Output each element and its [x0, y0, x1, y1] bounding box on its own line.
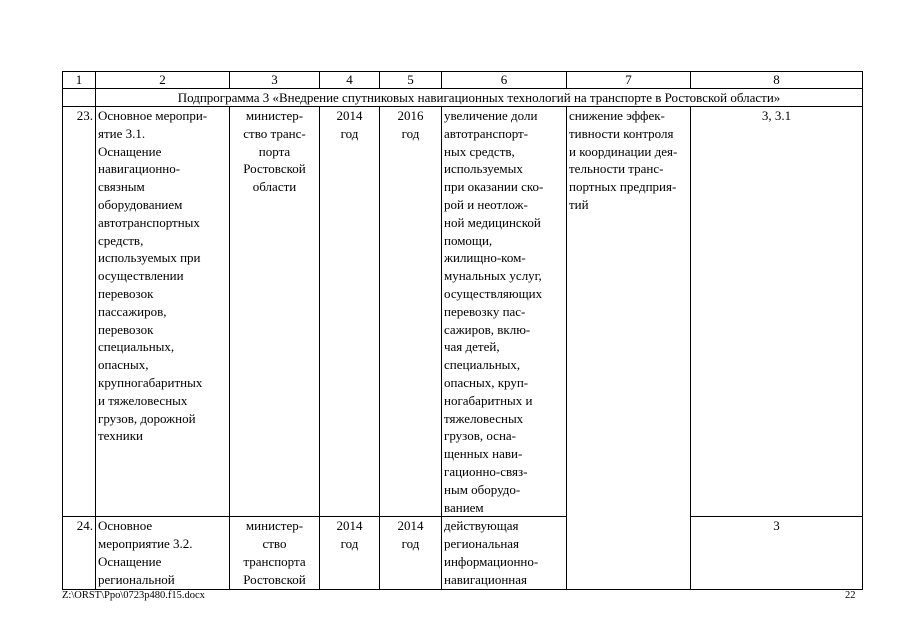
event-line: оборудованием: [98, 196, 183, 212]
result-line: щенных нави-: [444, 446, 523, 462]
result-line: сажиров, вклю-: [444, 321, 531, 337]
event-line: техники: [98, 428, 143, 444]
end-year-value: 2014: [397, 518, 424, 534]
result-line: рой и неотлож-: [444, 196, 528, 212]
result-line: грузов, осна-: [444, 428, 517, 444]
table-row: [63, 107, 863, 517]
consequence-line: портных предприя-: [569, 179, 677, 195]
result-line: ногабаритных и: [444, 392, 533, 408]
result-line: автотранспорт-: [444, 125, 529, 141]
event-line: специальных,: [98, 339, 175, 355]
table-row: [63, 517, 863, 589]
event-line: осуществлении: [98, 268, 184, 284]
result-line: ных средств,: [444, 143, 515, 159]
event-line: перевозок: [98, 321, 154, 337]
executor-line: министер-: [245, 108, 304, 123]
start-year: [320, 107, 380, 517]
consequence-line: тельности транс-: [569, 161, 664, 177]
executor: [230, 107, 320, 517]
end-year-value: 2016: [397, 108, 424, 123]
measures-table: [62, 71, 863, 590]
result-line: опасных, круп-: [444, 374, 529, 390]
consequence-line: тий: [569, 196, 589, 212]
event-line: ятие 3.1.: [98, 125, 146, 141]
subprogram-title: Подпрограмма 3 «Внедрение спутниковых навигационных технологий на транспорте в Ростовской области»: [96, 89, 863, 107]
event-line: Основное: [98, 518, 153, 534]
event-line: региональной: [98, 571, 175, 587]
result-line: ной медицинской: [444, 214, 541, 230]
subprogram-empty-cell: [63, 89, 96, 107]
result-line: при оказании ско-: [444, 179, 544, 195]
start-year: [320, 517, 380, 589]
executor: [230, 517, 320, 589]
indicator-link: 3, 3.1: [691, 107, 863, 517]
page-number: 22: [845, 590, 856, 601]
event-line: опасных,: [98, 357, 149, 373]
event-line: используемых при: [98, 250, 201, 266]
result-line: действующая: [444, 518, 519, 534]
result-line: жилищно-ком-: [444, 250, 526, 266]
subprogram-row: [63, 89, 863, 107]
result-line: перевозку пас-: [444, 303, 526, 319]
result-line: гационно-связ-: [444, 463, 528, 479]
col-header-1: 1: [63, 72, 96, 89]
executor-line: ство транс-: [243, 125, 306, 141]
result-line: навигационная: [444, 571, 528, 587]
start-year-value: 2014: [336, 108, 363, 123]
result-line: чая детей,: [444, 339, 500, 355]
result-line: ванием: [444, 499, 484, 515]
expected-result: [442, 107, 567, 517]
row-number: 24.: [63, 517, 96, 589]
result-line: специальных,: [444, 357, 521, 373]
result-line: информационно-: [444, 553, 539, 569]
end-year-unit: год: [401, 125, 420, 141]
executor-line: Ростовской: [243, 161, 306, 177]
executor-line: ство: [262, 536, 287, 552]
event-name: [96, 107, 230, 517]
result-line: осуществляющих: [444, 285, 543, 301]
col-header-2: 2: [96, 72, 230, 89]
executor-line: области: [252, 179, 297, 195]
col-header-8: 8: [691, 72, 863, 89]
end-year: [380, 517, 442, 589]
event-line: перевозок: [98, 285, 154, 301]
result-line: увеличение доли: [444, 108, 538, 123]
col-header-6: 6: [442, 72, 567, 89]
event-line: Оснащение: [98, 553, 162, 569]
event-line: Основное меропри-: [98, 108, 208, 123]
col-header-3: 3: [230, 72, 320, 89]
col-header-5: 5: [380, 72, 442, 89]
event-line: грузов, дорожной: [98, 410, 196, 426]
event-line: крупногабаритных: [98, 374, 203, 390]
result-line: мунальных услуг,: [444, 268, 542, 284]
event-name: [96, 517, 230, 589]
executor-line: транспорта: [243, 553, 306, 569]
event-line: навигационно-: [98, 161, 181, 177]
non-implementation-consequences: [567, 107, 691, 590]
result-line: используемых: [444, 161, 523, 177]
event-line: связным: [98, 179, 145, 195]
expected-result: [442, 517, 567, 589]
executor-line: Ростовской: [243, 571, 306, 587]
column-number-row: [63, 72, 863, 89]
col-header-4: 4: [320, 72, 380, 89]
consequence-line: тивности контроля: [569, 125, 674, 141]
result-line: ным оборудо-: [444, 481, 521, 497]
row-number: 23.: [63, 107, 96, 517]
event-line: мероприятие 3.2.: [98, 536, 193, 552]
end-year-unit: год: [401, 536, 420, 552]
file-path-footer: Z:\ORST\Ppo\0723p480.f15.docx: [62, 590, 205, 601]
event-line: автотранспортных: [98, 214, 200, 230]
consequence-line: снижение эффек-: [569, 108, 665, 123]
end-year: [380, 107, 442, 517]
consequence-line: и координации дея-: [569, 143, 678, 159]
start-year-unit: год: [340, 125, 359, 141]
result-line: тяжеловесных: [444, 410, 524, 426]
executor-line: министер-: [245, 518, 304, 534]
result-line: помощи,: [444, 232, 493, 248]
event-line: пассажиров,: [98, 303, 167, 319]
result-line: региональная: [444, 536, 520, 552]
event-line: Оснащение: [98, 143, 162, 159]
executor-line: порта: [258, 143, 291, 159]
event-line: и тяжеловесных: [98, 392, 188, 408]
indicator-link: 3: [691, 517, 863, 589]
event-line: средств,: [98, 232, 144, 248]
col-header-7: 7: [567, 72, 691, 89]
start-year-unit: год: [340, 536, 359, 552]
start-year-value: 2014: [336, 518, 363, 534]
